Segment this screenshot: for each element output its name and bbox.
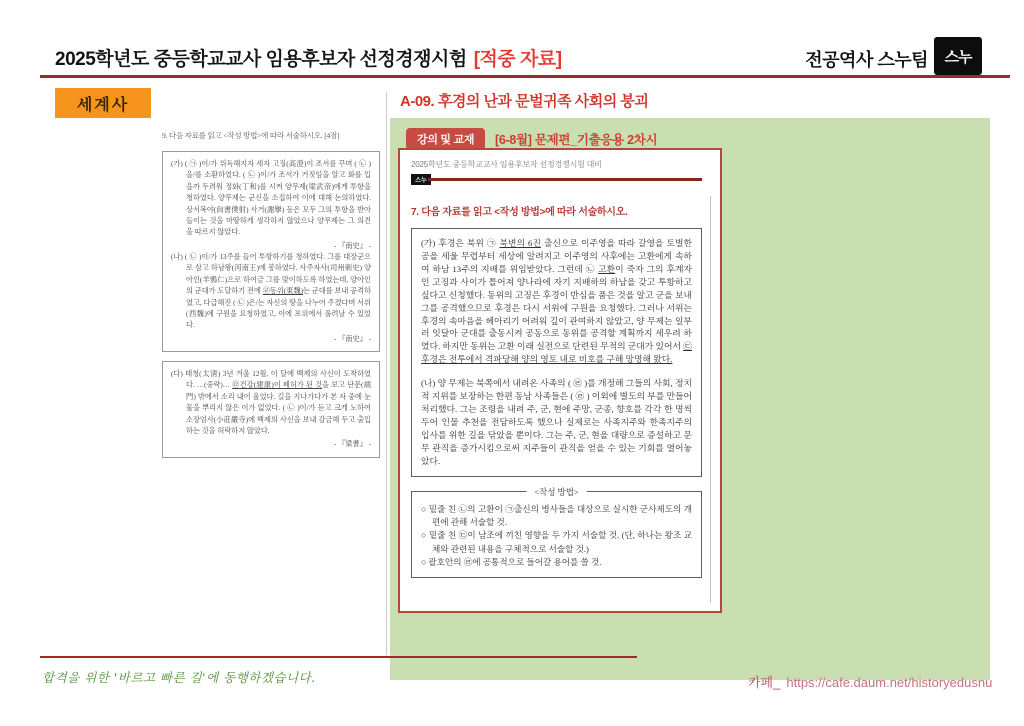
passage-da: (다) 태청(太淸) 3년 겨울 12월, 이 달에 백제의 사신이 도착하였다. …(중략)… ㉤건강(建康)이 폐허가 된 것을 보고 단문(端門) 밖에서 소리 내어 울었다. 길을 지나가다가 본 자 중에 눈물을 뿌리지 않은 이가 없었다. ( ㉡ )이/가 듣고 크게 노하여 소장엄사(小莊嚴寺)에 백제의 사신을 보내 감금해 두고 출입하는 것을 허락하지 않았다. bbox=[171, 370, 371, 435]
cafe-url[interactable]: https://cafe.daum.net/historyedusnu bbox=[786, 675, 993, 690]
doc-scan-line bbox=[710, 196, 711, 603]
passage-ga: (가) ( ㉠ )이/가 위독해지자 세자 고징(高澄)이 조서를 꾸며 ( ㉡ )을/를 소환하였다. ( ㉡ )이/가 조서가 거짓임을 알고 화를 입을까 두려워 정화(丁和)를 시켜 양무제(梁武帝)에게 투항을 청하였다. 양무제는 군신을 소집하여 이에 대해 논의하였다. 상서복야(尙書僕射) 사거(謝擧) 등은 모두 그의 투항을 받아들이는 것을 마땅하게 생각하지 않았으나 양무제는 그 의견을 따르지 않았다. bbox=[171, 160, 371, 237]
doc-passage-box bbox=[411, 228, 702, 477]
doc-passage-na: (나) 양 무제는 북쪽에서 내려온 사족의 ( ㉣ )를 개정해 그들의 사회, 정치적 지위를 보장하는 한편 동남 사족들은 ( ㉣ ) 이외에 별도의 부를 만들어 처리했다. 그는 조령을 내려 주, 군, 현에 주망, 군종, 향호를 각각 한 명씩 두어 인물 추천을 전담하도록 했으나 실제로는 사족지주와 한족지주의 입사를 위한 길을 닦았을 뿐이다. 그는 주, 군, 현을 대량으로 증설하고 문무 관직을 증가시킴으로써 지주들이 관직을 얻을 수 있는 기회를 열어놓았다. bbox=[421, 378, 692, 466]
lecture-panel bbox=[390, 118, 990, 680]
method-box-title: <작성 방법> bbox=[526, 486, 587, 498]
doc-header-line: 2025학년도 중등학교교사 임용후보자 선정경쟁시험 대비 bbox=[411, 160, 602, 169]
lecture-caption: [6-8월] 문제편_기출응용 2차시 bbox=[495, 133, 658, 147]
footer-slogan: 합격을 위한 '바르고 빠른 길'에 동행하겠습니다. bbox=[42, 670, 316, 685]
page-title-highlight: [적중 자료] bbox=[473, 49, 562, 70]
header-rule bbox=[40, 75, 1010, 78]
doc-rule bbox=[428, 178, 702, 181]
left-question-scan bbox=[162, 130, 380, 458]
cafe-link[interactable] bbox=[748, 672, 992, 691]
subject-badge: 세계사 bbox=[55, 88, 151, 118]
team-name: 전공역사 스누팀 bbox=[805, 50, 928, 70]
page-title-main: 2025학년도 중등학교교사 임용후보자 선정경쟁시험 bbox=[55, 49, 467, 70]
method-item-2: ○ 밑줄 친 ㉢이 남조에 끼친 영향을 두 가지 서술할 것. (단, 하나는 왕조 교체와 관련된 내용을 구체적으로 서술할 것.) bbox=[421, 530, 692, 554]
question-9-prompt: 9. 다음 자료를 읽고 <작성 방법>에 따라 서술하시오. [4점] bbox=[162, 131, 340, 140]
page-title bbox=[55, 44, 562, 71]
passage-box-ga-na bbox=[162, 151, 380, 352]
passage-na: (나) ( ㉡ )이/가 13주를 들어 투항하기를 청하였다. 그를 대장군으로 삼고 하남왕(河南王)에 봉하였다. 사주자사(司州刺史) 양아인(羊鴉仁)으로 하여금 그를 맞이하도록 하였는데, 양아인의 군대가 도달하기 전에 ㉣동위(東魏)는 군대를 보내 공격하였고, 다급해진 ( ㉡ )은/는 자신의 땅을 나누어 주겠다며 서위(西魏)에 구원을 요청하였고, 이에 포위에서 풀려날 수 있었다. bbox=[171, 253, 371, 330]
passage-na-source: - 『南史』 - bbox=[333, 334, 371, 343]
footer-rule bbox=[40, 656, 637, 658]
doc-logo-row bbox=[411, 174, 702, 185]
doc-logo-icon: 스누 bbox=[411, 174, 431, 185]
section-title: A-09. 후경의 난과 문벌귀족 사회의 붕괴 bbox=[400, 93, 649, 110]
passage-box-da bbox=[162, 361, 380, 458]
cafe-label: 카페_ bbox=[748, 675, 781, 690]
method-item-3: ○ 괄호안의 ㉣에 공통적으로 들어갈 용어를 쓸 것. bbox=[421, 556, 602, 567]
snuteam-logo-icon: 스누 bbox=[934, 37, 982, 75]
method-item-1: ○ 밑줄 친 ㉡의 고환이 ㉠출신의 병사들을 대상으로 실시한 군사제도의 개편에 관해 서술할 것. bbox=[421, 503, 692, 527]
question-7-prompt: 7. 다음 자료를 읽고 <작성 방법>에 따라 서술하시오. bbox=[411, 207, 628, 218]
lecture-badge: 강의 및 교재 bbox=[406, 128, 485, 150]
method-box bbox=[411, 486, 702, 579]
passage-ga-source: - 『南史』 - bbox=[333, 241, 371, 250]
column-divider bbox=[386, 92, 387, 655]
passage-da-source: - 『梁書』 - bbox=[333, 440, 371, 449]
exam-document bbox=[398, 148, 722, 613]
doc-passage-ga: (가) 후경은 북위 ㉠ 북변의 6진 출신으로 이주영을 따라 갈영을 토벌한 공을 세울 무렵부터 세상에 알려지고 이주영의 사후에는 고환에게 속하여 하남 13주의 지배를 위임받았다. 그런데 ㉡ 고환이 죽자 그의 후계자인 고징과 사이가 틀어져 양나라에 자기 지배하의 하남을 갖고 투항하고 싶다고 신청했다. 동위의 고징은 후경이 반심을 품은 것을 알고 군을 보내 그를 공격했으므로 후경은 다시 서위에 구원을 요청했다. 그러나 서위는 후경의 속마음을 헤아리기 어려워 깊이 관여하지 않았고, 양 무제는 일부러 잇달아 군대를 출동시켜 공동으로 동위를 공격할 계획까지 세우려 하였다. 하지만 동위는 고환 이래 실전으로 단련된 무적의 군대가 있어서 ㉢ 후경은 전투에서 격파당해 양의 영토 내로 비호를 구해 망명해 왔다. bbox=[421, 238, 692, 365]
